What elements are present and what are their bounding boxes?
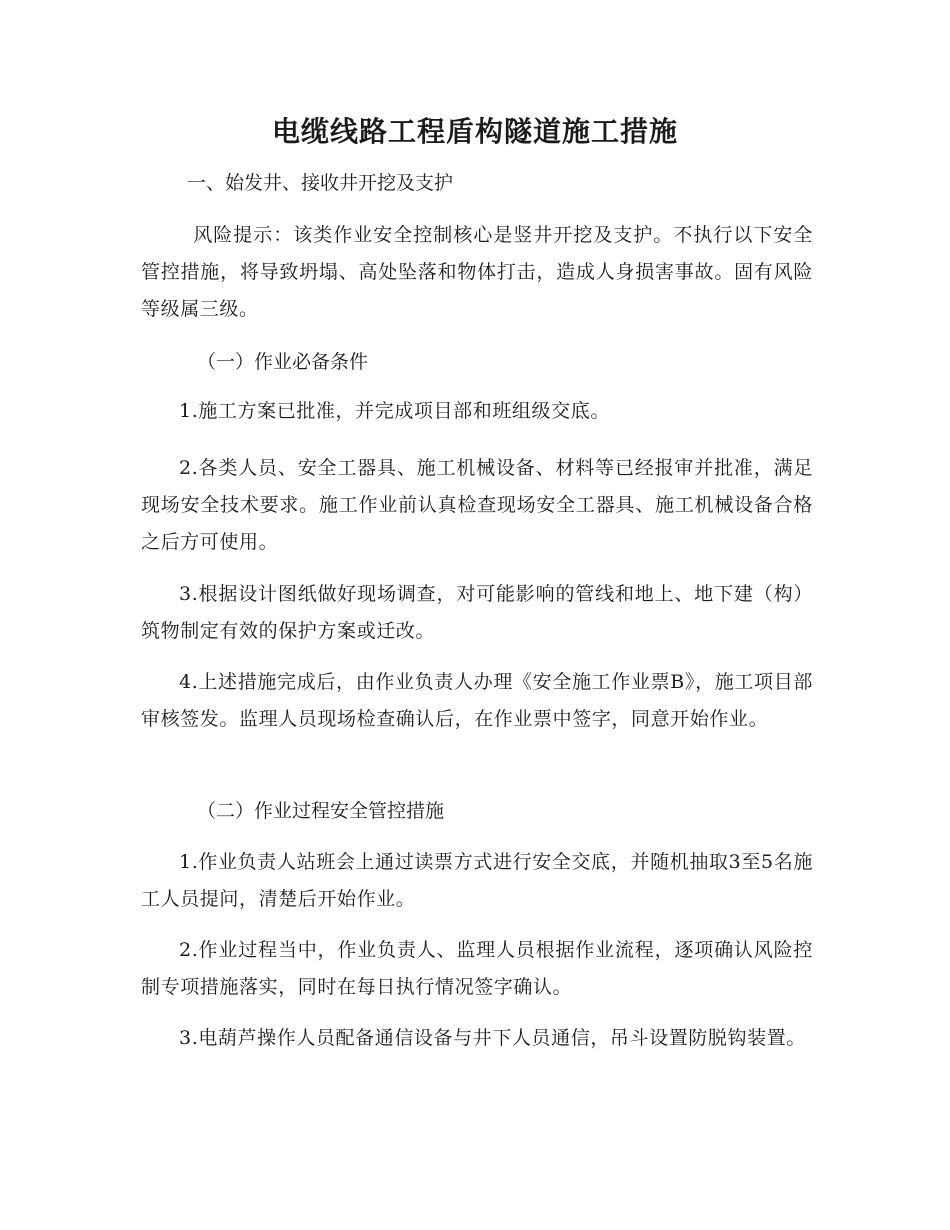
document-title: 电缆线路工程盾构隧道施工措施	[271, 115, 678, 148]
control-item-2: 2.作业过程当中，作业负责人、监理人员根据作业流程，逐项确认风险控制专项措施落实，同时在每日执行情况签字确认。	[141, 939, 813, 998]
condition-item-3: 3.根据设计图纸做好现场调查，对可能影响的管线和地上、地下建（构）筑物制定有效的保护方案或迁改。	[141, 583, 813, 642]
condition-item-2: 2.各类人员、安全工器具、施工机械设备、材料等已经报审并批准，满足现场安全技术要求。施工作业前认真检查现场安全工器具、施工机械设备合格之后方可使用。	[141, 457, 813, 553]
risk-notice-paragraph: 风险提示：该类作业安全控制核心是竖井开挖及支护。不执行以下安全管控措施，将导致坍塌、高处坠落和物体打击，造成人身损害事故。固有风险等级属三级。	[141, 224, 813, 320]
condition-item-4: 4.上述措施完成后，由作业负责人办理《安全施工作业票B》，施工项目部审核签发。监理人员现场检查确认后，在作业票中签字，同意开始作业。	[141, 671, 813, 730]
subsection-heading-conditions: （一）作业必备条件	[197, 351, 369, 373]
condition-item-1: 1.施工方案已批准，并完成项目部和班组级交底。	[179, 400, 610, 422]
section-heading-1: 一、始发井、接收井开挖及支护	[187, 172, 454, 194]
subsection-heading-controls: （二）作业过程安全管控措施	[197, 800, 445, 822]
control-item-3: 3.电葫芦操作人员配备通信设备与井下人员通信，吊斗设置防脱钩装置。	[179, 1027, 806, 1049]
control-item-1: 1.作业负责人站班会上通过读票方式进行安全交底，并随机抽取3至5名施工人员提问，清楚后开始作业。	[141, 851, 813, 910]
